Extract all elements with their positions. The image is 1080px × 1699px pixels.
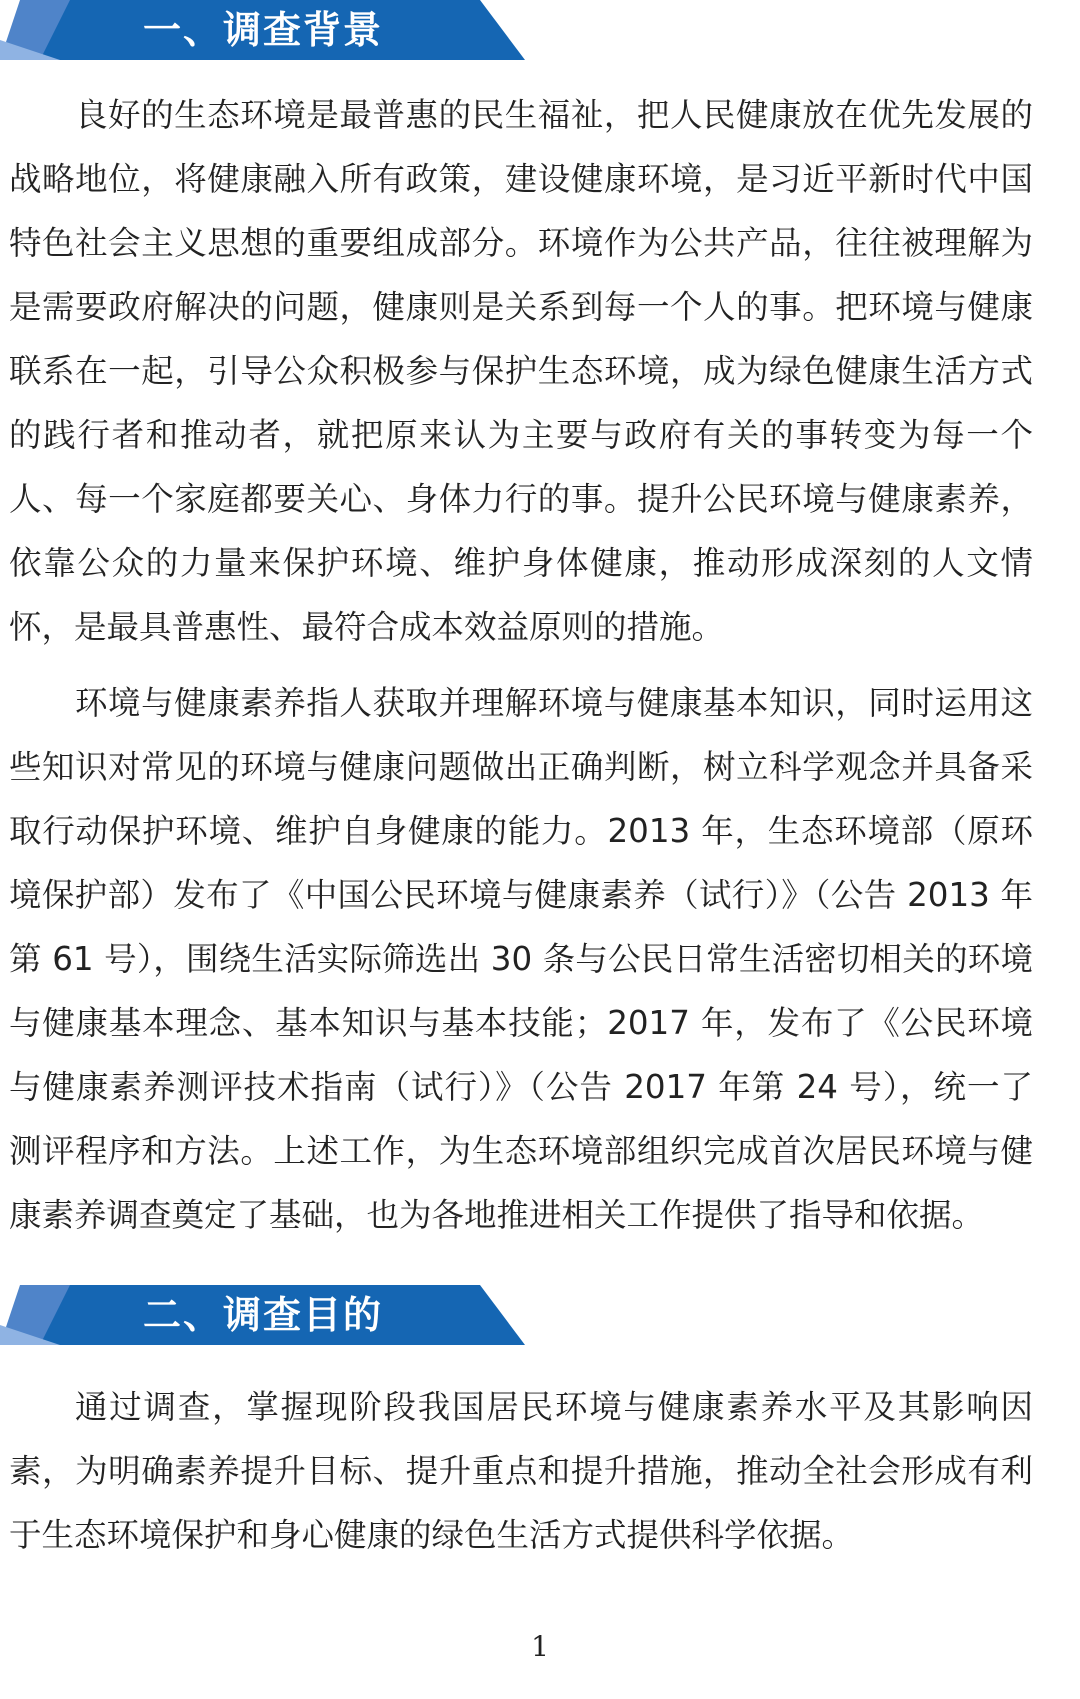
- section-title-background: 一、调查背景: [143, 8, 384, 52]
- paragraph-background-1: 良好的生态环境是最普惠的民生福祉，把人民健康放在优先发展的战略地位，将健康融入所有政策，建设健康环境，是习近平新时代中国特色社会主义思想的重要组成部分。环境作为公共产品，往往被理解为是需要政府解决的问题，健康则是关系到每一个人的事。把环境与健康联系在一起，引导公众积极参与保护生态环境，成为绿色健康生活方式的践行者和推动者，就把原来认为主要与政府有关的事转变为每一个人、每一个家庭都要关心、身体力行的事。提升公民环境与健康素养，依靠公众的力量来保护环境、维护身体健康，推动形成深刻的人文情怀，是最具普惠性、最符合成本效益原则的措施。: [9, 96, 1033, 646]
- section-header-background: [0, 0, 540, 60]
- paragraph-purpose-1: 通过调查，掌握现阶段我国居民环境与健康素养水平及其影响因素，为明确素养提升目标、提升重点和提升措施，推动全社会形成有利于生态环境保护和身心健康的绿色生活方式提供科学依据。: [9, 1388, 1033, 1554]
- section-header-purpose: [0, 1285, 540, 1345]
- section-title-purpose: 二、调查目的: [143, 1293, 384, 1337]
- paragraph-background-2: 环境与健康素养指人获取并理解环境与健康基本知识，同时运用这些知识对常见的环境与健康问题做出正确判断，树立科学观念并具备采取行动保护环境、维护自身健康的能力。2013 年，生态环境部（原环境保护部）发布了《中国公民环境与健康素养（试行）》（公告 2013 年第 61 号），围绕生活实际筛选出 30 条与公民日常生活密切相关的环境与健康基本理念、基本知识与基本技能；2017 年，发布了《公民环境与健康素养测评技术指南（试行）》（公告 2017 年第 24 号），统一了测评程序和方法。上述工作，为生态环境部组织完成首次居民环境与健康素养调查奠定了基础，也为各地推进相关工作提供了指导和依据。: [9, 684, 1033, 1234]
- page-number: 1: [531, 1630, 549, 1663]
